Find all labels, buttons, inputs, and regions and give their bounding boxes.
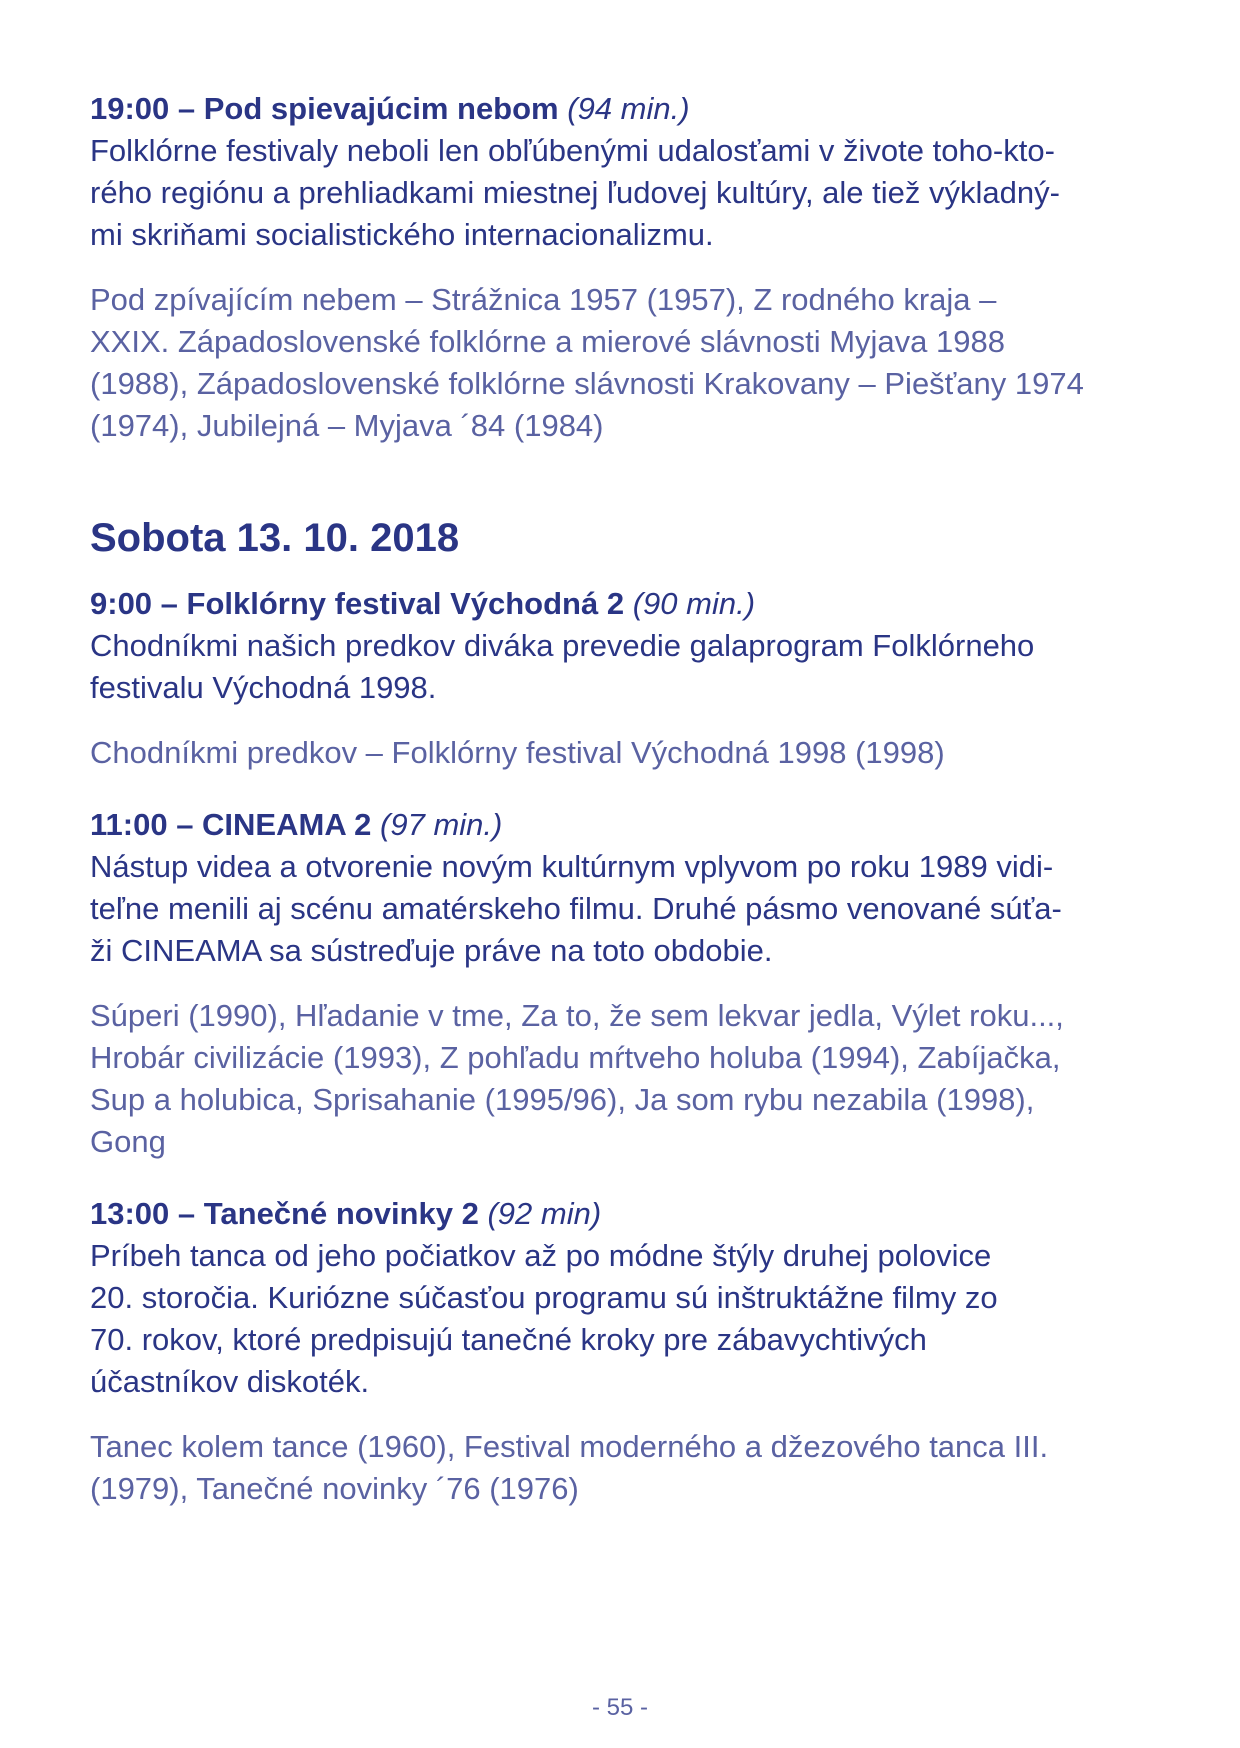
program-entry-tanecne-novinky: [90, 1193, 1160, 1510]
page-number: - 55 -: [591, 1694, 648, 1721]
film-list-line: (1979), Tanečné novinky ´76 (1976): [90, 1471, 579, 1506]
entry-title: 19:00 – Pod spievajúcim nebom: [90, 91, 559, 126]
description-line: Folklórne festivaly neboli len obľúbenými udalosťami v živote toho-kto-: [90, 133, 1055, 168]
program-content: [90, 88, 1160, 1540]
film-list-line: (1974), Jubilejná – Myjava ´84 (1984): [90, 408, 604, 443]
entry-heading: [90, 1193, 1160, 1235]
entry-heading: [90, 583, 1160, 625]
entry-film-list: [90, 1426, 1160, 1510]
program-entry-cineama: [90, 804, 1160, 1163]
film-list-line: Chodníkmi predkov – Folklórny festival Východná 1998 (1998): [90, 735, 945, 770]
film-list-line: Súperi (1990), Hľadanie v tme, Za to, že sem lekvar jedla, Výlet roku...,: [90, 998, 1064, 1033]
entry-heading: [90, 88, 1160, 130]
entry-title: 11:00 – CINEAMA 2: [90, 807, 372, 842]
description-line: 20. storočia. Kuriózne súčasťou programu sú inštruktážne filmy zo: [90, 1280, 998, 1315]
entry-heading: [90, 804, 1160, 846]
day-heading: Sobota 13. 10. 2018: [90, 516, 460, 560]
program-entry-pod-spievajucim-nebom: [90, 88, 1160, 447]
description-line: Nástup videa a otvorenie novým kultúrnym vplyvom po roku 1989 vidi-: [90, 849, 1054, 884]
entry-title: 9:00 – Folklórny festival Východná 2: [90, 586, 625, 621]
description-line: Príbeh tanca od jeho počiatkov až po módne štýly druhej polovice: [90, 1238, 992, 1273]
description-line: Chodníkmi našich predkov diváka prevedie galaprogram Folklórneho: [90, 628, 1035, 663]
entry-film-list: [90, 732, 1160, 774]
entry-duration: (90 min.): [632, 586, 756, 621]
entry-film-list: [90, 995, 1160, 1163]
entry-description: [90, 625, 1160, 709]
description-line: rého regiónu a prehliadkami miestnej ľudovej kultúry, ale tiež výkladný-: [90, 175, 1060, 210]
entry-description: [90, 1235, 1160, 1403]
entry-description: [90, 130, 1160, 256]
description-line: 70. rokov, ktoré predpisujú tanečné kroky pre zábavychtivých: [90, 1322, 927, 1357]
film-list-line: XXIX. Západoslovenské folklórne a mierové slávnosti Myjava 1988: [90, 324, 1005, 359]
entry-description: [90, 846, 1160, 972]
program-entry-folklorny-festival: [90, 583, 1160, 774]
entry-duration: (97 min.): [380, 807, 503, 842]
film-list-line: Hrobár civilizácie (1993), Z pohľadu mŕtveho holuba (1994), Zabíjačka,: [90, 1040, 1061, 1075]
description-line: účastníkov diskoték.: [90, 1364, 370, 1399]
film-list-line: Pod zpívajícím nebem – Strážnica 1957 (1957), Z rodného kraja –: [90, 282, 997, 317]
description-line: ži CINEAMA sa sústreďuje práve na toto obdobie.: [90, 933, 773, 968]
description-line: festivalu Východná 1998.: [90, 670, 437, 705]
film-list-line: Gong: [90, 1124, 166, 1159]
description-line: teľne menili aj scénu amatérskeho filmu. Druhé pásmo venované súťa-: [90, 891, 1062, 926]
entry-title: 13:00 – Tanečné novinky 2: [90, 1196, 479, 1231]
film-list-line: (1988), Západoslovenské folklórne slávnosti Krakovany – Piešťany 1974: [90, 366, 1084, 401]
description-line: mi skriňami socialistického internacionalizmu.: [90, 217, 714, 252]
entry-duration: (92 min): [487, 1196, 602, 1231]
entry-duration: (94 min.): [567, 91, 690, 126]
entry-film-list: [90, 279, 1160, 447]
film-list-line: Tanec kolem tance (1960), Festival moderného a džezového tanca III.: [90, 1429, 1049, 1464]
film-list-line: Sup a holubica, Sprisahanie (1995/96), Ja som rybu nezabila (1998),: [90, 1082, 1035, 1117]
